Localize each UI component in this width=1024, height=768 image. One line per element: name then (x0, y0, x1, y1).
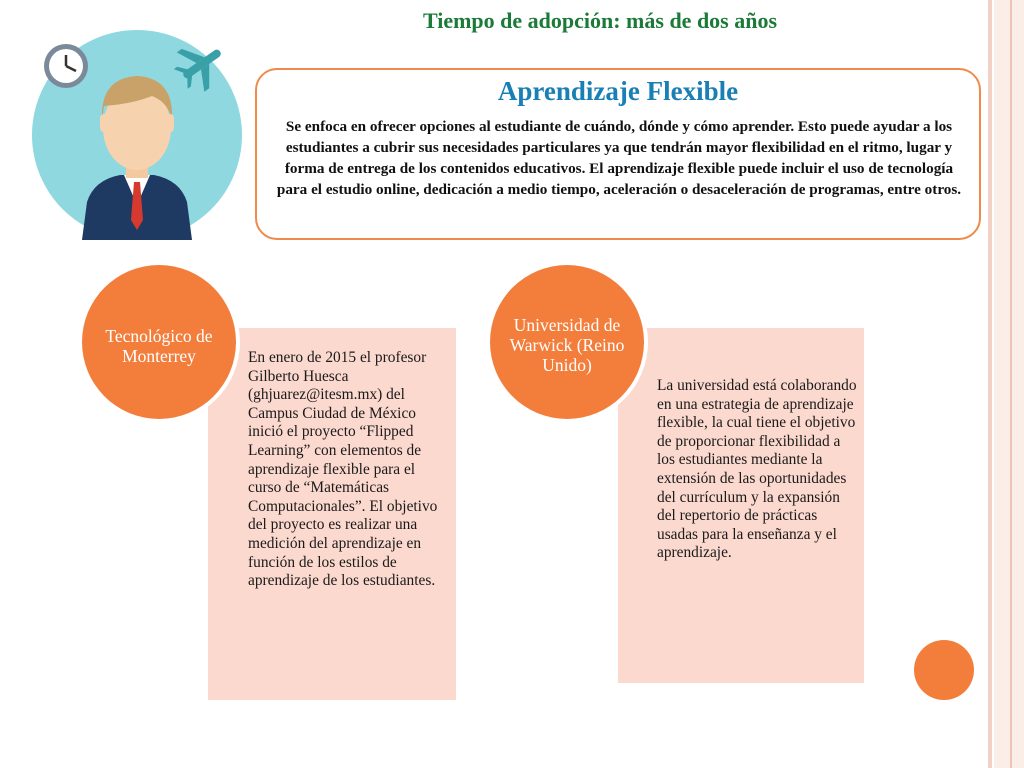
callout-title: Aprendizaje Flexible (497, 76, 739, 106)
decorative-circle (914, 640, 974, 700)
decorative-stripe (1010, 0, 1012, 768)
definition-callout (255, 68, 981, 240)
slide-title: Tiempo de adopción: más de dos años (422, 8, 778, 33)
institution-circle-warwick: Universidad de Warwick (Reino Unido) (490, 265, 644, 419)
institution-circle-monterrey: Tecnológico de Monterrey (82, 265, 236, 419)
info-card-text: La universidad está colaborando en una estrategia de aprendizaje flexible, la cual tiene el objetivo de proporcionar flexibilidad a los estudiantes mediante la extensión de las oportunidades del currículum y la expansión del repertorio de prácticas usadas para la enseñanza y el aprendizaje. (657, 377, 857, 562)
decorative-stripe (994, 0, 1024, 768)
info-card-text: En enero de 2015 el profesor Gilberto Huesca (ghjuarez@itesm.mx) del Campus Ciudad de México inició el proyecto “Flipped Learning” con elementos de aprendizaje flexible para el curso de “Matemáticas Computacionales”. El objetivo del proyecto es realizar una medición del aprendizaje en función de los estilos de aprendizaje de los estudiantes. (248, 349, 438, 590)
businessman-avatar-icon (32, 30, 242, 240)
clock-icon (44, 44, 88, 88)
decorative-stripe (988, 0, 992, 768)
callout-body: Se enfoca en ofrecer opciones al estudiante de cuándo, dónde y cómo aprender. Esto puede ayudar a los estudiantes a cubrir sus necesidades particulares ya que tendrán mayor flexibilidad en el ritmo, lugar y forma de entrega de los contenidos educativos. El aprendizaje flexible puede incluir el uso de tecnología para el estudio online, dedicación a medio tiempo, aceleración o desaceleración de programas, entre otros. (276, 118, 962, 198)
